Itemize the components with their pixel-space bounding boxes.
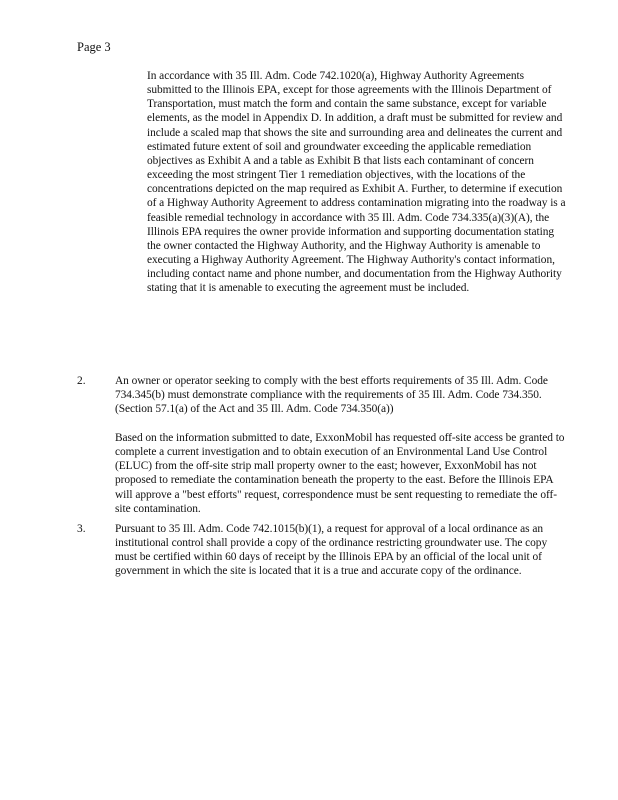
- item-2-number: 2.: [77, 375, 86, 387]
- item-3-paragraph: Pursuant to 35 Ill. Adm. Code 742.1015(b)(1), a request for approval of a local ordinance as an institutional control shall provide a copy of the ordinance restricting groundwater use. The copy must be certified within 60 days of receipt by the Illinois EPA by an official of the local unit of government in which the site is located that it is a true and accurate copy of the ordinance.: [115, 523, 548, 578]
- item-3-number: 3.: [77, 523, 86, 535]
- item-2-followup-paragraph: Based on the information submitted to date, ExxonMobil has requested off-site access be granted to complete a current investigation and to obtain execution of an Environmental Land Use Control (ELUC) from the off-site strip mall property owner to the east; however, ExxonMobil has not proposed to remediate the contamination beneath the property to the east. Before the Illinois EPA will approve a "best efforts" request, correspondence must be sent requesting to remediate the off-site contamination.: [115, 432, 565, 515]
- intro-paragraph: In accordance with 35 Ill. Adm. Code 742.1020(a), Highway Authority Agreements submitted to the Illinois EPA, except for those agreements with the Illinois Department of Transportation, must match the form and contain the same substance, except for variable elements, as the model in Appendix D. In addition, a draft must be submitted for review and include a scaled map that shows the site and surrounding area and delineates the current and estimated future extent of soil and groundwater exceeding the applicable remediation objectives as Exhibit A and a table as Exhibit B that lists each contaminant of concern exceeding the most stringent Tier 1 remediation objectives, with the locations of the concentrations depicted on the map required as Exhibit A. Further, to determine if execution of a Highway Authority Agreement to address contamination migrating into the roadway is a feasible remedial technology in accordance with 35 Ill. Adm. Code 734.335(a)(3)(A), the Illinois EPA requires the owner provide information and supporting documentation stating the owner contacted the Highway Authority, and the Highway Authority is amenable to executing a Highway Authority Agreement. The Highway Authority's contact information, including contact name and phone number, and documentation from the Highway Authority stating that it is amenable to executing the agreement must be included.: [147, 70, 566, 295]
- item-2-paragraph: An owner or operator seeking to comply with the best efforts requirements of 35 Ill. Adm. Code 734.345(b) must demonstrate compliance with the requirements of 35 Ill. Adm. Code 734.350. (Section 57.1(a) of the Act and 35 Ill. Adm. Code 734.350(a)): [115, 375, 548, 416]
- page-number: Page 3: [77, 40, 111, 54]
